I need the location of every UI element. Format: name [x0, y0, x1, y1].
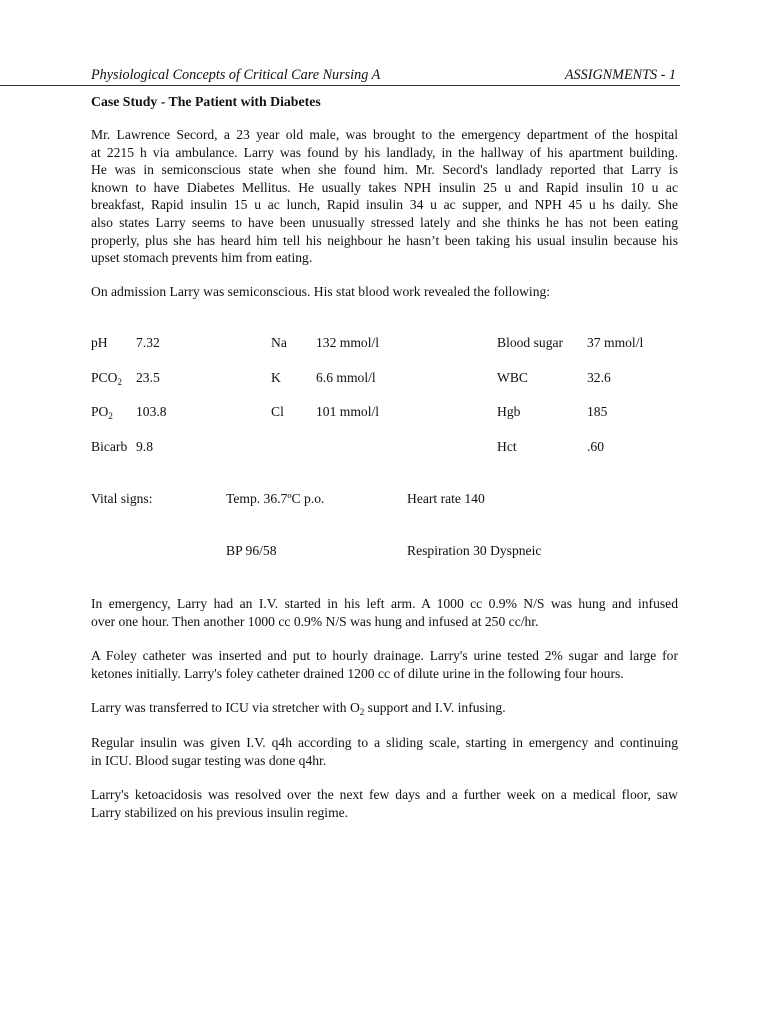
lab-value-wbc: 32.6: [587, 370, 611, 385]
header-assignment-label: ASSIGNMENTS - 1: [564, 67, 676, 83]
intro-line: Mr. Lawrence Secord, a 23 year old male, was brought to the emergency department of the hospital: [91, 127, 678, 142]
transfer-line: Larry was transferred to ICU via stretcher with $O_2$ support and I.V. infusing.: [91, 700, 506, 717]
resolution-paragraph: [91, 786, 678, 821]
intro-line: also states Larry seems to have been unusually stressed lately and she thinks he has not been eating: [91, 214, 678, 230]
lab-label-na: Na: [271, 335, 287, 350]
lab-value-ph: 7.32: [136, 335, 160, 350]
foley-line: A Foley catheter was inserted and put to hourly drainage. Larry's urine tested 2% sugar and large for: [91, 648, 678, 663]
lab-label-hgb: Hgb: [497, 404, 521, 419]
vital-respiration: Respiration 30 Dyspneic: [407, 543, 542, 558]
lab-value-na: 132 mmol/l: [316, 335, 380, 350]
lab-value-pco2: 23.5: [136, 370, 160, 385]
header-rule: [0, 85, 680, 86]
lab-value-hgb: 185: [587, 404, 608, 419]
foley-paragraph: [91, 647, 678, 682]
emergency-line: over one hour. Then another 1000 cc 0.9% N/S was hung and infused at 250 cc/hr.: [91, 613, 539, 629]
lab-label-cl: Cl: [271, 404, 284, 419]
lab-label-blood-sugar: Blood sugar: [497, 335, 564, 350]
resolution-line: Larry stabilized on his previous insulin regime.: [91, 804, 349, 820]
admission-line: On admission Larry was semiconscious. His stat blood work revealed the following:: [91, 284, 551, 299]
lab-value-blood-sugar: 37 mmol/l: [587, 335, 644, 350]
lab-label-k: K: [271, 370, 281, 385]
intro-line: He was in semiconscious state when she found him. Mr. Secord's landlady reported that Larry is: [91, 162, 678, 178]
insulin-line: in ICU. Blood sugar testing was done q4hr.: [91, 752, 327, 768]
lab-value-hct: .60: [587, 439, 604, 454]
emergency-paragraph: [91, 595, 678, 630]
page-header: [91, 67, 676, 85]
insulin-paragraph: [91, 734, 678, 769]
lab-value-cl: 101 mmol/l: [316, 404, 380, 419]
intro-paragraph: [91, 126, 678, 267]
transfer-paragraph: [91, 699, 678, 717]
case-study-title: Case Study - The Patient with Diabetes: [91, 94, 321, 109]
intro-line: breakfast, Rapid insulin 15 u ac lunch, Rapid insulin 34 u ac supper, and NPH 45 u hs daily. She: [91, 197, 678, 213]
vital-temp: Temp. 36.7ºC p.o.: [226, 491, 325, 506]
insulin-line: Regular insulin was given I.V. q4h according to a sliding scale, starting in emergency and continuing: [91, 735, 678, 750]
intro-line: properly, plus she has heard him tell his neighbour he hasn’t been taking his usual insulin because his: [91, 232, 678, 248]
intro-line: known to have Diabetes Mellitus. He usually takes NPH insulin 25 u and Rapid insulin 10 u ac: [91, 179, 678, 195]
lab-value-po2: 103.8: [136, 404, 167, 419]
lab-value-k: 6.6 mmol/l: [316, 370, 376, 385]
intro-line: at 2215 h via ambulance. Larry was found by his landlady, in the hallway of his apartment building.: [91, 144, 678, 160]
lab-label-hct: Hct: [497, 439, 517, 454]
vital-bp: BP 96/58: [226, 543, 277, 558]
lab-label-ph: pH: [91, 335, 108, 350]
foley-line: ketones initially. Larry's foley catheter drained 1200 cc of dilute urine in the following four hours.: [91, 665, 624, 681]
emergency-line: In emergency, Larry had an I.V. started in his left arm. A 1000 cc 0.9% N/S was hung and infused: [91, 596, 678, 611]
admission-paragraph: [91, 283, 678, 301]
lab-label-pco2: $PCO_2$: [91, 370, 122, 387]
lab-label-po2: $PO_2$: [91, 404, 113, 421]
intro-line: upset stomach prevents him from eating.: [91, 250, 313, 266]
lab-label-wbc: WBC: [497, 370, 528, 385]
header-course-title: Physiological Concepts of Critical Care Nursing A: [91, 67, 381, 83]
lab-label-bicarb: Bicarb: [91, 439, 128, 454]
vital-signs-label: Vital signs:: [91, 491, 153, 506]
lab-value-bicarb: 9.8: [136, 439, 153, 454]
resolution-line: Larry's ketoacidosis was resolved over the next few days and a further week on a medical floor, saw: [91, 787, 678, 802]
vital-heart-rate: Heart rate 140: [407, 491, 485, 506]
